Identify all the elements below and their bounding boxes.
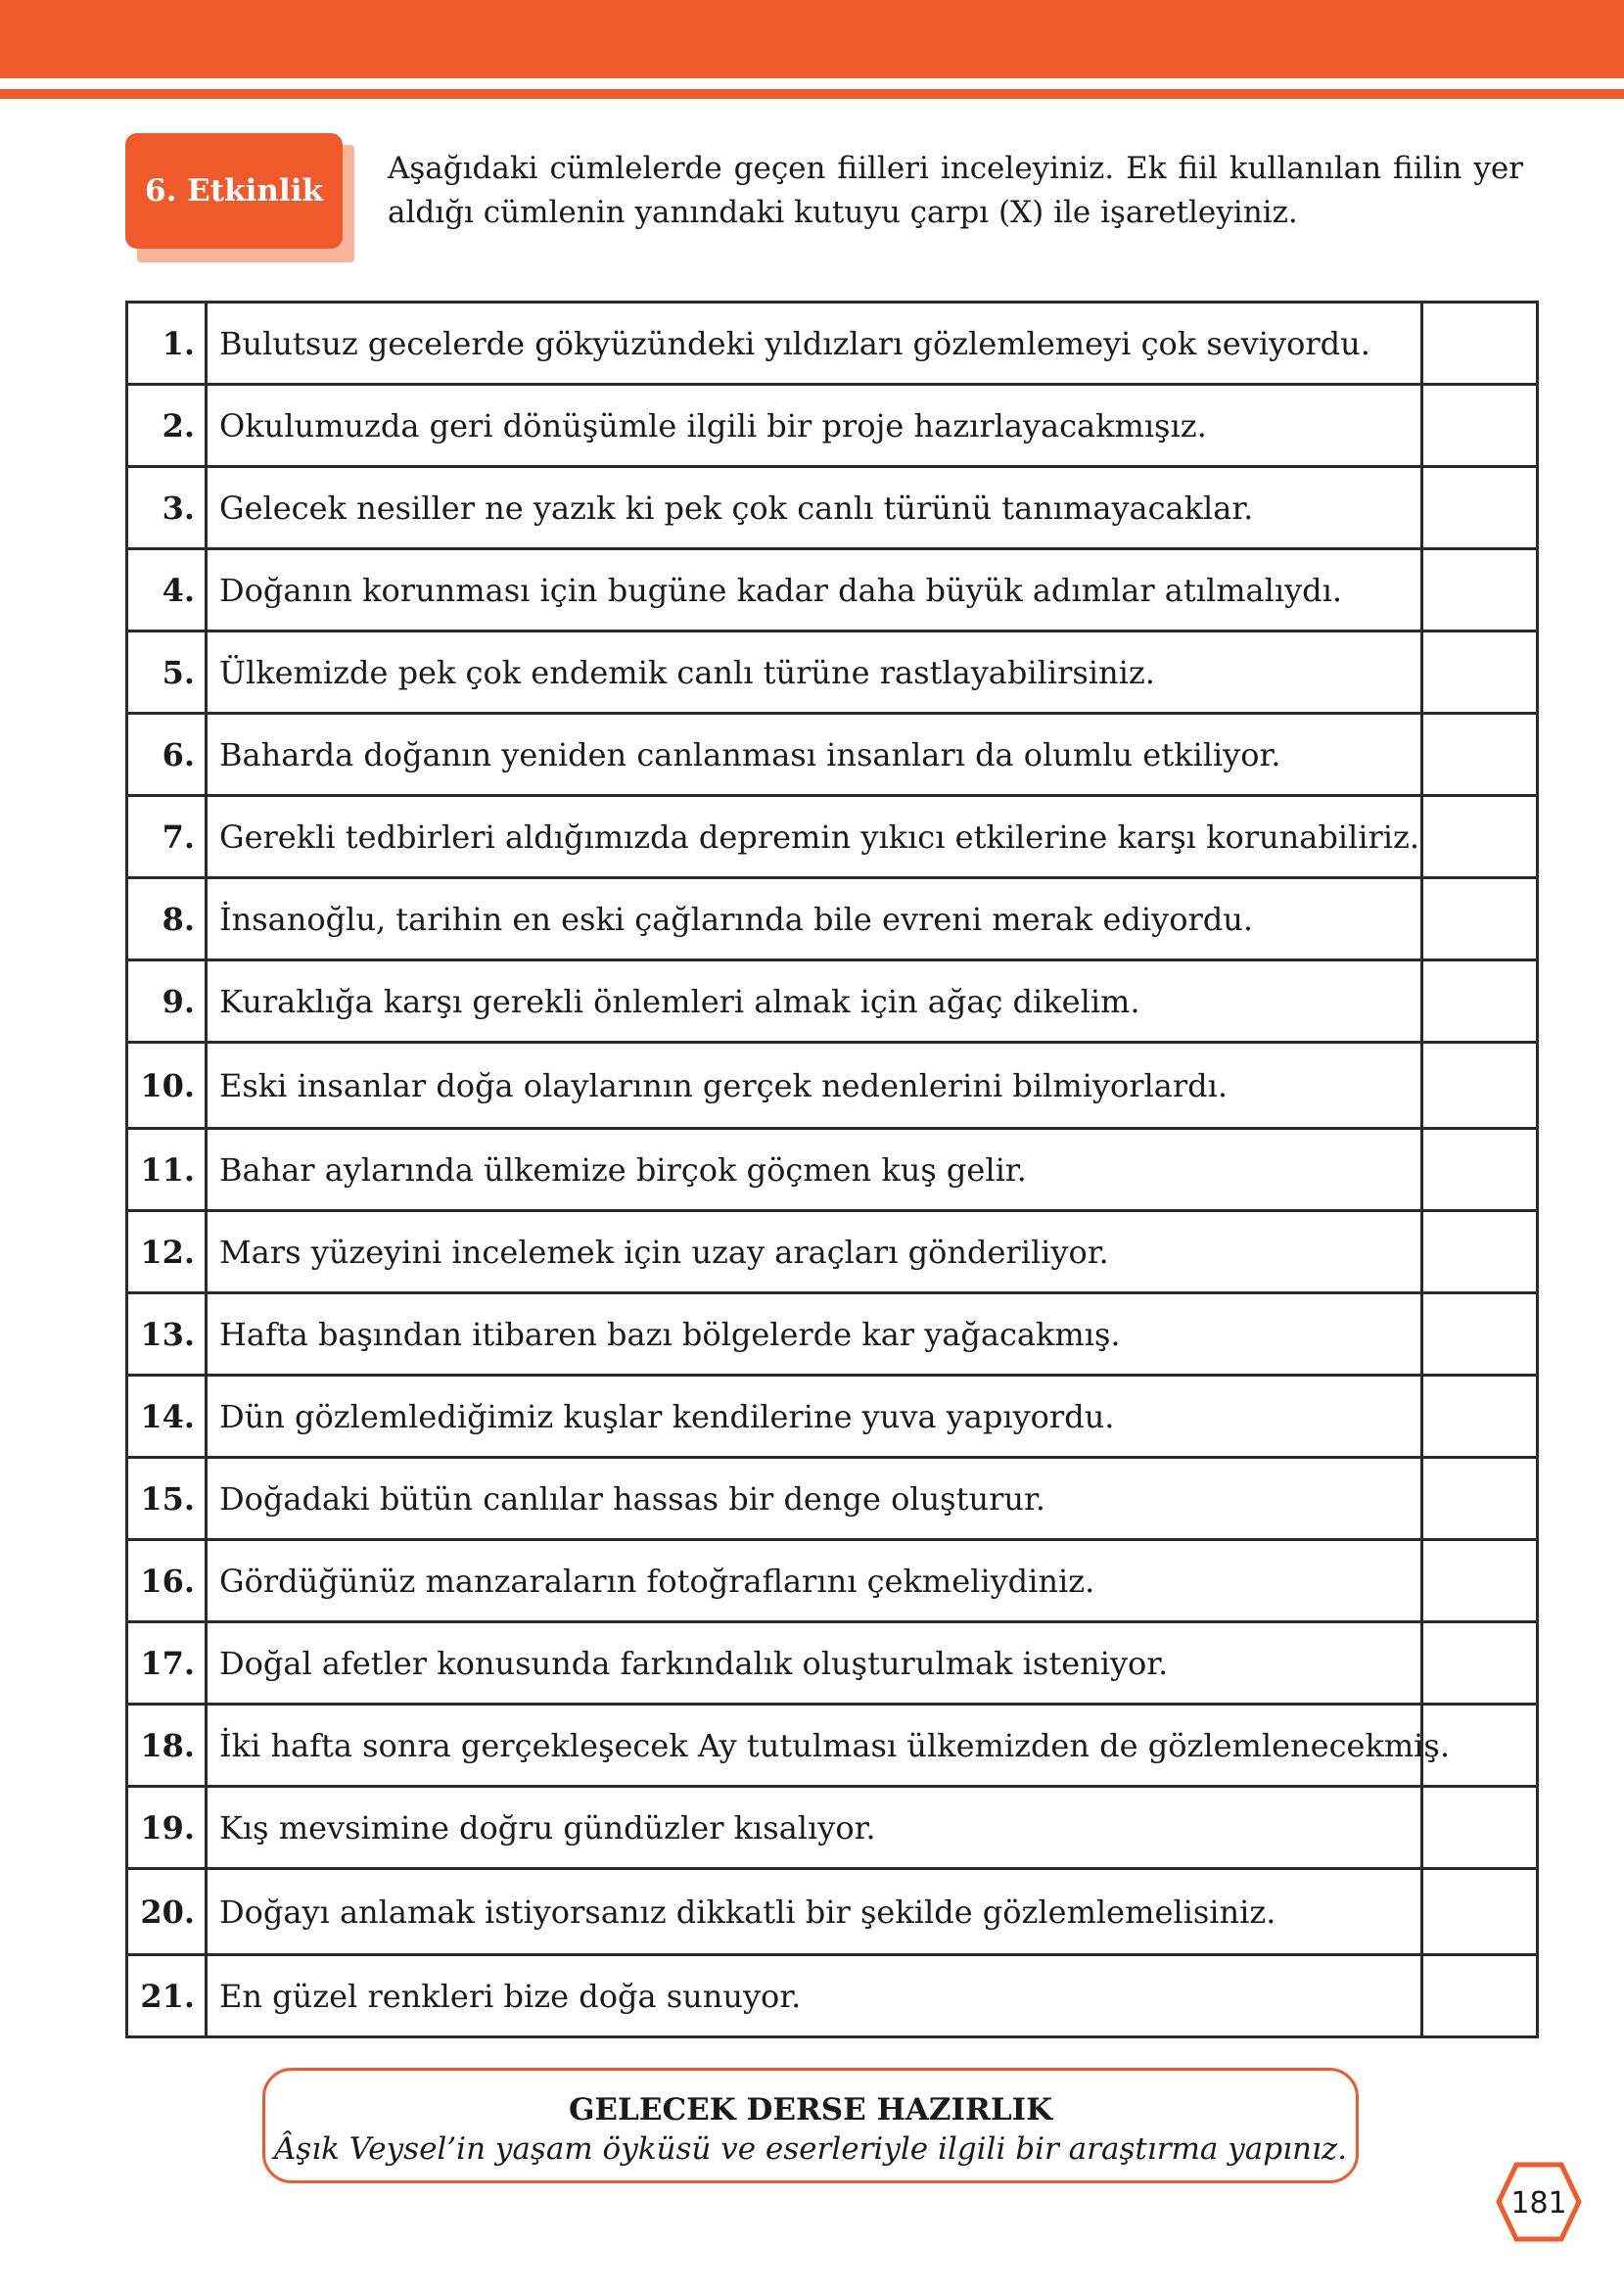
row-number: 17. (127, 1622, 207, 1705)
page-number: 181 (1510, 2186, 1567, 2221)
row-number: 19. (127, 1787, 207, 1869)
answer-checkbox[interactable] (1422, 1129, 1538, 1211)
row-number: 8. (127, 878, 207, 960)
table-row (127, 549, 1538, 631)
row-number: 16. (127, 1540, 207, 1622)
answer-checkbox[interactable] (1422, 549, 1538, 631)
answer-checkbox[interactable] (1422, 1787, 1538, 1869)
row-sentence: Dün gözlemlediğimiz kuşlar kendilerine yuva yapıyordu. (207, 1376, 1422, 1458)
row-sentence: Bulutsuz gecelerde gökyüzündeki yıldızları gözlemlemeyi çok seviyordu. (207, 303, 1422, 385)
row-number: 11. (127, 1129, 207, 1211)
row-sentence: Baharda doğanın yeniden canlanması insanları da olumlu etkiliyor. (207, 714, 1422, 796)
sentence-table (125, 301, 1539, 2038)
row-sentence: Gelecek nesiller ne yazık ki pek çok canlı türünü tanımayacaklar. (207, 467, 1422, 549)
answer-checkbox[interactable] (1422, 631, 1538, 714)
answer-checkbox[interactable] (1422, 1211, 1538, 1293)
row-number: 18. (127, 1705, 207, 1787)
row-sentence: En güzel renkleri bize doğa sunuyor. (207, 1955, 1422, 2037)
row-sentence: Eski insanlar doğa olaylarının gerçek nedenlerini bilmiyorlardı. (207, 1043, 1422, 1129)
row-number: 10. (127, 1043, 207, 1129)
table-row (127, 714, 1538, 796)
row-sentence: Okulumuzda geri dönüşümle ilgili bir proje hazırlayacakmışız. (207, 385, 1422, 467)
row-number: 9. (127, 960, 207, 1043)
table-row (127, 1955, 1538, 2037)
answer-checkbox[interactable] (1422, 1376, 1538, 1458)
answer-checkbox[interactable] (1422, 796, 1538, 878)
answer-checkbox[interactable] (1422, 878, 1538, 960)
answer-checkbox[interactable] (1422, 467, 1538, 549)
activity-badge: 6. Etkinlik (125, 133, 343, 249)
answer-checkbox[interactable] (1422, 1955, 1538, 2037)
row-sentence: Gerekli tedbirleri aldığımızda depremin yıkıcı etkilerine karşı korunabiliriz. (207, 796, 1422, 878)
activity-instruction: Aşağıdaki cümlelerde geçen fiilleri inceleyiniz. Ek fiil kullanılan fiilin yer aldığı cümlenin yanındaki kutuyu çarpı (X) ile işaretleyiniz. (388, 151, 1523, 230)
table-row (127, 467, 1538, 549)
row-number: 15. (127, 1458, 207, 1540)
table-row (127, 385, 1538, 467)
table-row (127, 631, 1538, 714)
table-row (127, 1293, 1538, 1376)
answer-checkbox[interactable] (1422, 960, 1538, 1043)
row-sentence: Doğadaki bütün canlılar hassas bir denge oluşturur. (207, 1458, 1422, 1540)
row-sentence: Kuraklığa karşı gerekli önlemleri almak için ağaç dikelim. (207, 960, 1422, 1043)
row-sentence: Doğal afetler konusunda farkındalık oluşturulmak isteniyor. (207, 1622, 1422, 1705)
row-number: 7. (127, 796, 207, 878)
row-number: 12. (127, 1211, 207, 1293)
row-number: 5. (127, 631, 207, 714)
table-row (127, 1622, 1538, 1705)
row-number: 1. (127, 303, 207, 385)
answer-checkbox[interactable] (1422, 303, 1538, 385)
row-sentence: Mars yüzeyini incelemek için uzay araçları gönderiliyor. (207, 1211, 1422, 1293)
table-row (127, 1705, 1538, 1787)
header-line (0, 89, 1624, 99)
table-row (127, 1043, 1538, 1129)
table-row (127, 1869, 1538, 1955)
row-sentence: Ülkemizde pek çok endemik canlı türüne rastlayabilirsiniz. (207, 631, 1422, 714)
row-number: 4. (127, 549, 207, 631)
table-row (127, 303, 1538, 385)
row-sentence: Hafta başından itibaren bazı bölgelerde kar yağacakmış. (207, 1293, 1422, 1376)
row-sentence: İnsanoğlu, tarihin en eski çağlarında bile evreni merak ediyordu. (207, 878, 1422, 960)
row-sentence: Bahar aylarında ülkemize birçok göçmen kuş gelir. (207, 1129, 1422, 1211)
page-number-badge (1495, 2161, 1583, 2243)
homework-title: GELECEK DERSE HAZIRLIK (568, 2092, 1053, 2127)
row-sentence: İki hafta sonra gerçekleşecek Ay tutulması ülkemizden de gözlemlenecekmiş. (207, 1705, 1422, 1787)
row-sentence: Kış mevsimine doğru gündüzler kısalıyor. (207, 1787, 1422, 1869)
row-number: 13. (127, 1293, 207, 1376)
table-row (127, 1376, 1538, 1458)
row-number: 21. (127, 1955, 207, 2037)
header-band (0, 0, 1624, 78)
homework-box (262, 2068, 1359, 2183)
table-row (127, 1129, 1538, 1211)
row-sentence: Doğanın korunması için bugüne kadar daha büyük adımlar atılmalıydı. (207, 549, 1422, 631)
row-number: 6. (127, 714, 207, 796)
answer-checkbox[interactable] (1422, 1540, 1538, 1622)
row-number: 3. (127, 467, 207, 549)
table-row (127, 1540, 1538, 1622)
table-row (127, 960, 1538, 1043)
table-row (127, 796, 1538, 878)
answer-checkbox[interactable] (1422, 385, 1538, 467)
table-row (127, 1458, 1538, 1540)
answer-checkbox[interactable] (1422, 1043, 1538, 1129)
table-row (127, 1787, 1538, 1869)
row-number: 20. (127, 1869, 207, 1955)
answer-checkbox[interactable] (1422, 714, 1538, 796)
row-number: 2. (127, 385, 207, 467)
table-row (127, 878, 1538, 960)
row-sentence: Gördüğünüz manzaraların fotoğraflarını çekmeliydiniz. (207, 1540, 1422, 1622)
answer-checkbox[interactable] (1422, 1622, 1538, 1705)
answer-checkbox[interactable] (1422, 1293, 1538, 1376)
row-number: 14. (127, 1376, 207, 1458)
table-row (127, 1211, 1538, 1293)
answer-checkbox[interactable] (1422, 1869, 1538, 1955)
answer-checkbox[interactable] (1422, 1458, 1538, 1540)
row-sentence: Doğayı anlamak istiyorsanız dikkatli bir şekilde gözlemlemelisiniz. (207, 1869, 1422, 1955)
homework-text: Âşık Veysel’in yaşam öyküsü ve eserleriyle ilgili bir araştırma yapınız. (273, 2131, 1348, 2167)
